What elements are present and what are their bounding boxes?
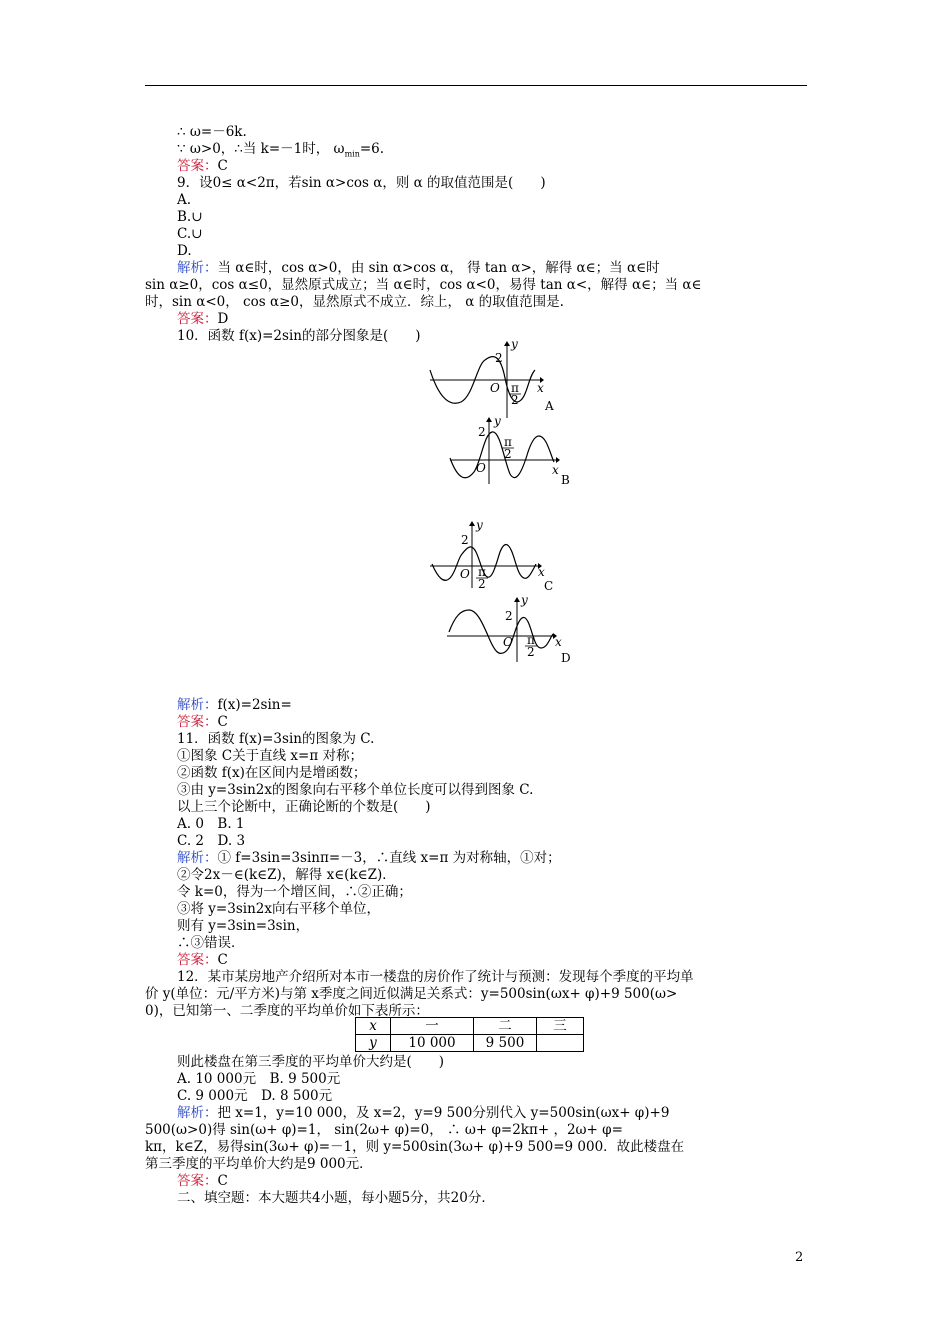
graph-d-pi: π (527, 633, 535, 647)
graph-d-origin: O (503, 635, 513, 649)
line-omega: ∴ ω=－6k. (177, 124, 247, 140)
graph-a-amp: 2 (495, 351, 503, 365)
graph-b-curve (450, 432, 554, 478)
table-cell: 三 (537, 1018, 584, 1035)
q12-options-ab: A. 10 000元 B. 9 500元 (177, 1071, 341, 1087)
table-cell: x (356, 1018, 391, 1035)
graph-b-origin: O (476, 461, 486, 475)
graph-d-label: D (561, 651, 571, 665)
table-cell: 9 500 (474, 1035, 537, 1052)
price-table (355, 1017, 584, 1052)
graph-c-label: C (544, 579, 554, 593)
graph-c-origin: O (460, 567, 470, 581)
graph-d-ylab: y (521, 593, 528, 607)
q11-solution-5: 则有 y=3sin=3sin， (177, 918, 310, 934)
graph-a-ylab: y (511, 337, 518, 351)
q12-solution-1: 解析：把 x=1，y=10 000，及 x=2，y=9 500分别代入 y=500sin(ωx+ φ)+9 (177, 1105, 670, 1121)
graph-c-y-arrow (469, 521, 475, 526)
graph-d-xlab: x (555, 635, 562, 649)
q11-solution-6: ∴③错误． (177, 935, 245, 951)
page-number: 2 (795, 1250, 804, 1265)
graph-c-amp: 2 (461, 533, 469, 547)
q11-options-ab: A. 0 B. 1 (177, 816, 245, 832)
question-10: 10．函数 f(x)=2sin的部分图象是( ) (177, 328, 421, 344)
table-cell: 10 000 (391, 1035, 474, 1052)
graph-d-curve (449, 610, 553, 653)
section-2-heading: 二、填空题：本大题共4小题，每小题5分，共20分． (177, 1190, 495, 1206)
q11-solution-2: ②令2x－∈(k∈Z)，解得 x∈(k∈Z)． (177, 867, 396, 883)
graph-b-two: 2 (504, 447, 512, 461)
q9-option-d: D. (177, 243, 192, 259)
graph-b-xlab: x (552, 463, 559, 477)
graph-d (445, 593, 585, 676)
q9-solution-3: 时，sin α<0， cos α≥0，显然原式不成立．综上， α 的取值范围是. (145, 294, 564, 310)
table-cell: 一 (391, 1018, 474, 1035)
q9-solution-1: 解析：当 α∈时，cos α>0，由 sin α>cos α， 得 tan α>，解得 α∈；当 α∈时 (177, 260, 660, 276)
q11-statement-2: ②函数 f(x)在区间内是增函数； (177, 765, 367, 781)
graph-c-ylab: y (476, 518, 483, 532)
table-cell: y (356, 1035, 391, 1052)
graph-a-label: A (545, 399, 554, 413)
graph-b-pi: π (504, 435, 512, 449)
question-12-line-2: 价 y(单位：元/平方米)与第 x季度之间近似满足关系式：y=500sin(ωx+ φ)+9 500(ω> (145, 986, 678, 1002)
q10-solution: 解析：f(x)=2sin= (177, 697, 292, 713)
answer-8: 答案：C (177, 158, 228, 174)
graph-d-y-arrow (514, 597, 520, 602)
graph-c-two: 2 (478, 577, 486, 591)
graph-b-ylab: y (494, 414, 501, 428)
answer-11: 答案：C (177, 952, 228, 968)
q11-solution-1: 解析：① f=3sin=3sinπ=－3，∴直线 x=π 为对称轴，①对； (177, 850, 561, 866)
graph-a (425, 337, 565, 420)
q11-statement-3: ③由 y=3sin2x的图象向右平移个单位长度可以得到图象 C. (177, 782, 534, 798)
q9-option-a: A. (177, 192, 192, 208)
table-cell: 二 (474, 1018, 537, 1035)
q12-prompt: 则此楼盘在第三季度的平均单价大约是( ) (177, 1054, 445, 1070)
question-11: 11．函数 f(x)=3sin的图象为 C. (177, 731, 375, 747)
answer-12: 答案：C (177, 1173, 228, 1189)
question-12-line-3: 0)，已知第一、二季度的平均单价如下表所示： (145, 1003, 429, 1019)
table-row (356, 1018, 584, 1035)
q12-solution-3: kπ，k∈Z，易得sin(3ω+ φ)=－1，则 y=500sin(3ω+ φ)+9 500=9 000．故此楼盘在 (145, 1139, 685, 1155)
graph-b-label: B (561, 473, 570, 487)
graph-b (448, 412, 588, 492)
q9-option-c: C.∪ (177, 226, 203, 242)
table-cell (537, 1035, 584, 1052)
q9-option-b: B.∪ (177, 209, 203, 225)
q11-prompt: 以上三个论断中，正确论断的个数是( ) (177, 799, 431, 815)
answer-10: 答案：C (177, 714, 228, 730)
graph-a-xlab: x (537, 381, 544, 395)
graph-b-y-arrow (486, 417, 492, 422)
line-omega-min: ∵ ω>0，∴当 k=－1时， $\omega_{min}=6$. (177, 141, 385, 159)
graph-d-two: 2 (527, 645, 535, 659)
graph-a-origin: O (490, 381, 500, 395)
answer-9: 答案：D (177, 311, 229, 327)
graph-a-pi: π (511, 381, 519, 395)
q11-solution-3: 令 k=0，得为一个增区间，∴②正确； (177, 884, 412, 900)
q11-options-cd: C. 2 D. 3 (177, 833, 246, 849)
graph-c-xlab: x (538, 565, 545, 579)
header-rule (145, 85, 807, 86)
q12-solution-2: 500(ω>0)得 sin(ω+ φ)=1， sin(2ω+ φ)=0， ∴ ω+ φ=2kπ+ ，2ω+ φ= (145, 1122, 623, 1138)
q12-solution-4: 第三季度的平均单价大约是9 000元． (145, 1156, 373, 1172)
graph-c (428, 518, 568, 598)
graph-c-pi: π (478, 565, 486, 579)
q9-solution-2: sin α≥0，cos α≤0，显然原式成立；当 α∈时，cos α<0，易得 tan α<，解得 α∈；当 α∈ (145, 277, 702, 293)
graph-d-amp: 2 (505, 609, 513, 623)
q12-options-cd: C. 9 000元 D. 8 500元 (177, 1088, 333, 1104)
question-9: 9．设0≤ α<2π，若sin α>cos α，则 α 的取值范围是( ) (177, 175, 546, 191)
q11-solution-4: ③将 y=3sin2x向右平移个单位， (177, 901, 380, 917)
table-row (356, 1035, 584, 1052)
q11-statement-1: ①图象 C关于直线 x=π 对称； (177, 748, 364, 764)
graph-a-two: 2 (511, 393, 519, 407)
graph-a-y-arrow (504, 341, 510, 346)
question-12-line-1: 12．某市某房地产介绍所对本市一楼盘的房价作了统计与预测：发现每个季度的平均单 (177, 969, 694, 985)
graph-b-amp: 2 (478, 425, 486, 439)
